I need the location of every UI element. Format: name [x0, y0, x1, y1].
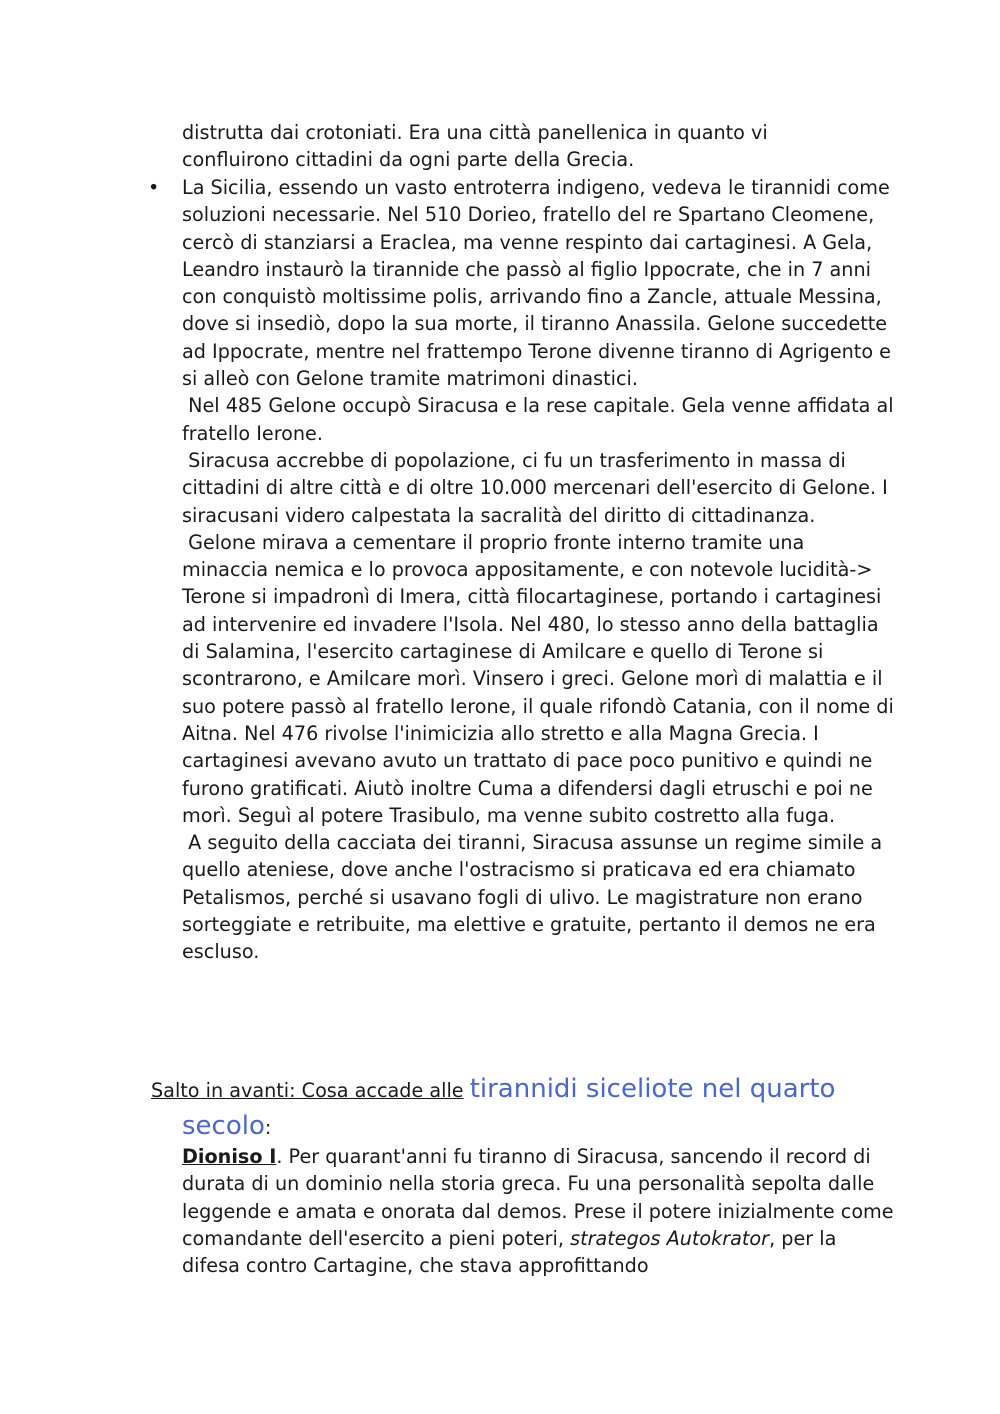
paragraph-cacciata: A seguito della cacciata dei tiranni, Siracusa assunse un regime simile a quello ateniese, dove anche l'ostracismo si praticava ed era chiamato Petalismos, perché si usavano fogli di ulivo. Le magistrature non erano sorteggiate e retribuite, ma elettive e gratuite, pertanto il demos ne era escluso. — [182, 831, 889, 964]
dionisio-italic: strategos Autokrator — [570, 1226, 770, 1250]
paragraph-485: Nel 485 Gelone occupò Siracusa e la rese capitale. Gela venne affidata al fratello Ierone. — [182, 394, 900, 445]
paragraph-siracusa: Siracusa accrebbe di popolazione, ci fu un trasferimento in massa di cittadini di altre città e di oltre 10.000 mercenari dell'esercito di Gelone. I siracusani videro calpestata la sacralità del diritto di cittadinanza. — [182, 448, 894, 527]
paragraph-dionisio — [182, 1143, 900, 1279]
dionisio-text-1: . Per quarant'anni fu tiranno di Siracusa, sancendo il record di durata di un dominio nella storia greca. Fu una personalità sepolta dalle leggende e amata e onorata dal demos. Prese il potere inizialmente come comandante dell'esercito a pieni poteri, — [182, 1145, 900, 1250]
intro-line-1: distrutta dai crotoniati. Era una città panellenica in quanto vi — [182, 121, 768, 144]
heading-highlight-2: secolo — [182, 1111, 265, 1141]
paragraph-gelone: Gelone mirava a cementare il proprio fronte interno tramite una minaccia nemica e lo provoca appositamente, e con notevole lucidità-> Terone si impadronì di Imera, città filocartaginese, portando i cartaginesi ad intervenire ed invadere l'Isola. Nel 480, lo stesso anno della battaglia di Salamina, l'esercito cartaginese di Amilcare e quello di Terone si scontrarono, e Amilcare morì. Vinsero i greci. Gelone morì di malattia e il suo potere passò al fratello Ierone, il quale rifondò Catania, con il nome di Aitna. Nel 476 rivolse l'inimicizia allo stretto e alla Magna Grecia. I cartaginesi avevano avuto un trattato di pace poco punitivo e quindi ne furono gratificati. Aiutò inoltre Cuma a difendersi dagli etruschi e poi ne morì. Seguì al potere Trasibulo, ma venne subito costretto alla fuga. — [182, 530, 900, 827]
heading-highlight-1: tirannidi siceliote nel quarto — [469, 1074, 836, 1104]
bullet-body — [182, 174, 900, 966]
heading-colon: : — [264, 1116, 272, 1139]
dionisio-name: Dioniso I — [182, 1145, 277, 1168]
paragraph-sicilia: La Sicilia, essendo un vasto entroterra indigeno, vedeva le tirannidi come soluzioni necessarie. Nel 510 Dorieo, fratello del re Spartano Cleomene, cercò di stanziarsi a Eraclea, ma venne respinto dai cartaginesi. A Gela, Leandro instaurò la tirannide che passò al figlio Ippocrate, che in 7 anni con conquistò moltissime polis, arrivando fino a Zancle, attuale Messina, dove si insediò, dopo la sua morte, il tiranno Anassila. Gelone succedette ad Ippocrate, mentre nel frattempo Terone divenne tiranno di Agrigento e si alleò con Gelone tramite matrimoni dinastici. — [182, 176, 898, 391]
heading-prefix: Salto in avanti: Cosa accade alle — [151, 1079, 464, 1102]
dionisio-block — [182, 1143, 900, 1279]
intro-block — [182, 119, 894, 174]
intro-line-2: confluirono cittadini da ogni parte della Grecia. — [182, 148, 635, 172]
dionisio-text-2: , per la difesa contro Cartagine, che stava approfittando — [182, 1226, 843, 1278]
bullet-marker: • — [148, 176, 160, 199]
section-heading — [151, 1072, 891, 1146]
